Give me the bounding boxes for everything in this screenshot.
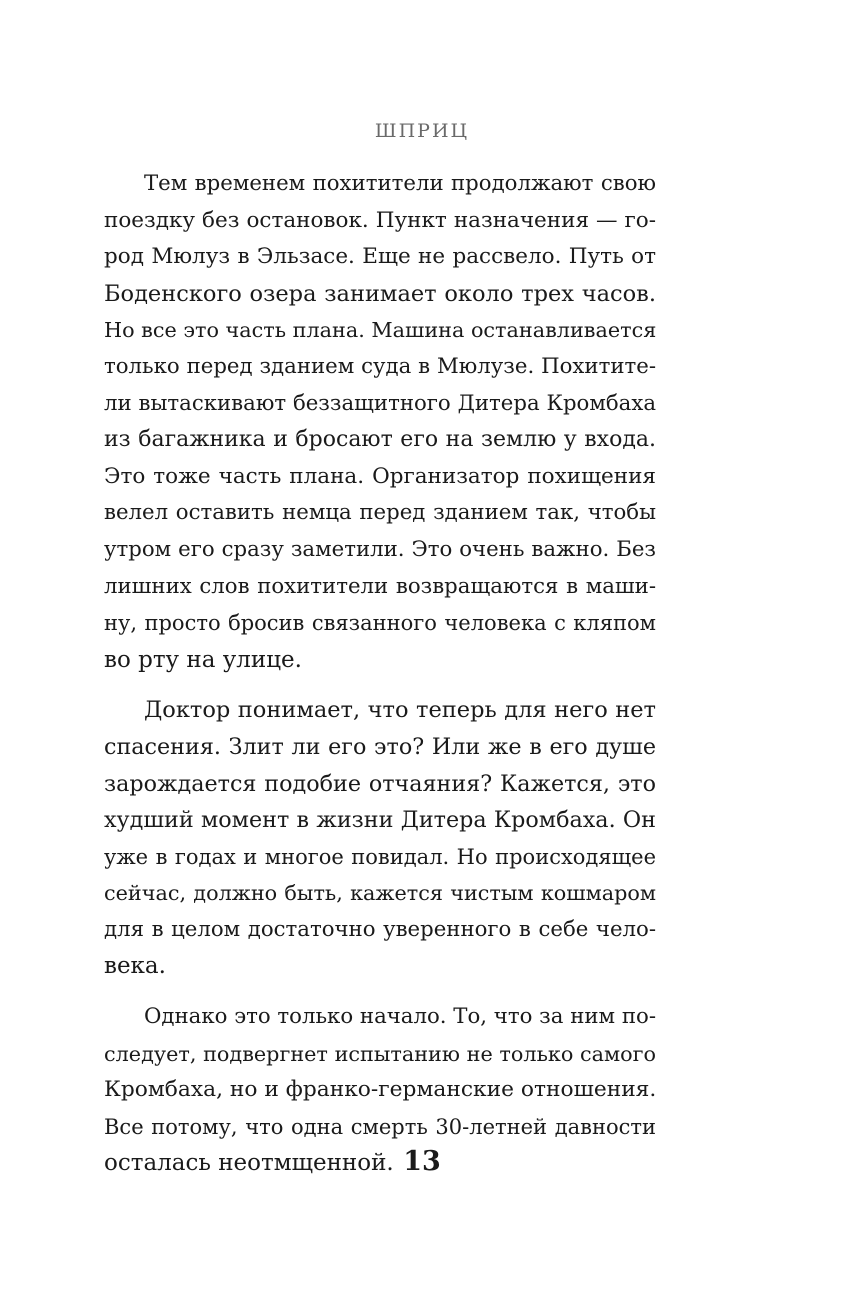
- text-line: следует, подвергнет испытанию не только самого: [104, 1041, 656, 1066]
- text-line: Кромбаха, но и франко-германские отношения.: [104, 1077, 657, 1103]
- text-line: осталась неотмщенной.: [104, 1150, 394, 1177]
- text-line: Но все это часть плана. Машина останавливается: [104, 318, 657, 343]
- text-line: поездку без остановок. Пункт назначения — го-: [104, 207, 656, 233]
- text-line: Это тоже часть плана. Организатор похищения: [104, 463, 656, 489]
- text-line: Однако это только начало. То, что за ним по-: [144, 1004, 656, 1030]
- text-line: лишних слов похитители возвращаются в маши-: [104, 573, 656, 599]
- text-line: род Мюлуз в Эльзасе. Еще не рассвело. Путь от: [104, 244, 656, 270]
- text-line: велел оставить немца перед зданием так, чтобы: [104, 500, 656, 526]
- text-line: худший момент в жизни Дитера Кромбаха. Он: [104, 807, 656, 834]
- body-text: [104, 166, 656, 1182]
- page-number: 13: [403, 1146, 441, 1177]
- text-line: только перед зданием суда в Мюлузе. Похитите-: [104, 353, 656, 379]
- text-line: Доктор понимает, что теперь для него нет: [144, 697, 656, 724]
- text-line: утром его сразу заметили. Это очень важно. Без: [104, 536, 656, 562]
- text-line: спасения. Злит ли его это? Или же в его душе: [104, 733, 656, 760]
- text-line: Тем временем похитители продолжают свою: [144, 171, 656, 196]
- text-line: во рту на улице.: [104, 646, 302, 673]
- text-line: ли вытаскивают беззащитного Дитера Кромбаха: [104, 390, 656, 416]
- running-head: ШПРИЦ: [374, 120, 470, 142]
- text-line: Все потому, что одна смерть 30-летней давности: [104, 1114, 656, 1139]
- text-line: ну, просто бросив связанного человека с кляпом: [104, 611, 656, 636]
- paragraph: [104, 692, 656, 985]
- text-line: сейчас, должно быть, кажется чистым кошмаром: [104, 881, 656, 906]
- text-line: для в целом достаточно уверенного в себе чело-: [104, 916, 656, 942]
- text-line: века.: [104, 953, 166, 980]
- text-line: из багажника и бросают его на землю у входа.: [104, 427, 656, 453]
- text-line: зарождается подобие отчаяния? Кажется, это: [104, 770, 656, 797]
- text-line: Боденского озера занимает около трех часов.: [104, 280, 656, 307]
- text-line: уже в годах и многое повидал. Но происходящее: [104, 844, 656, 869]
- paragraph: [104, 166, 656, 678]
